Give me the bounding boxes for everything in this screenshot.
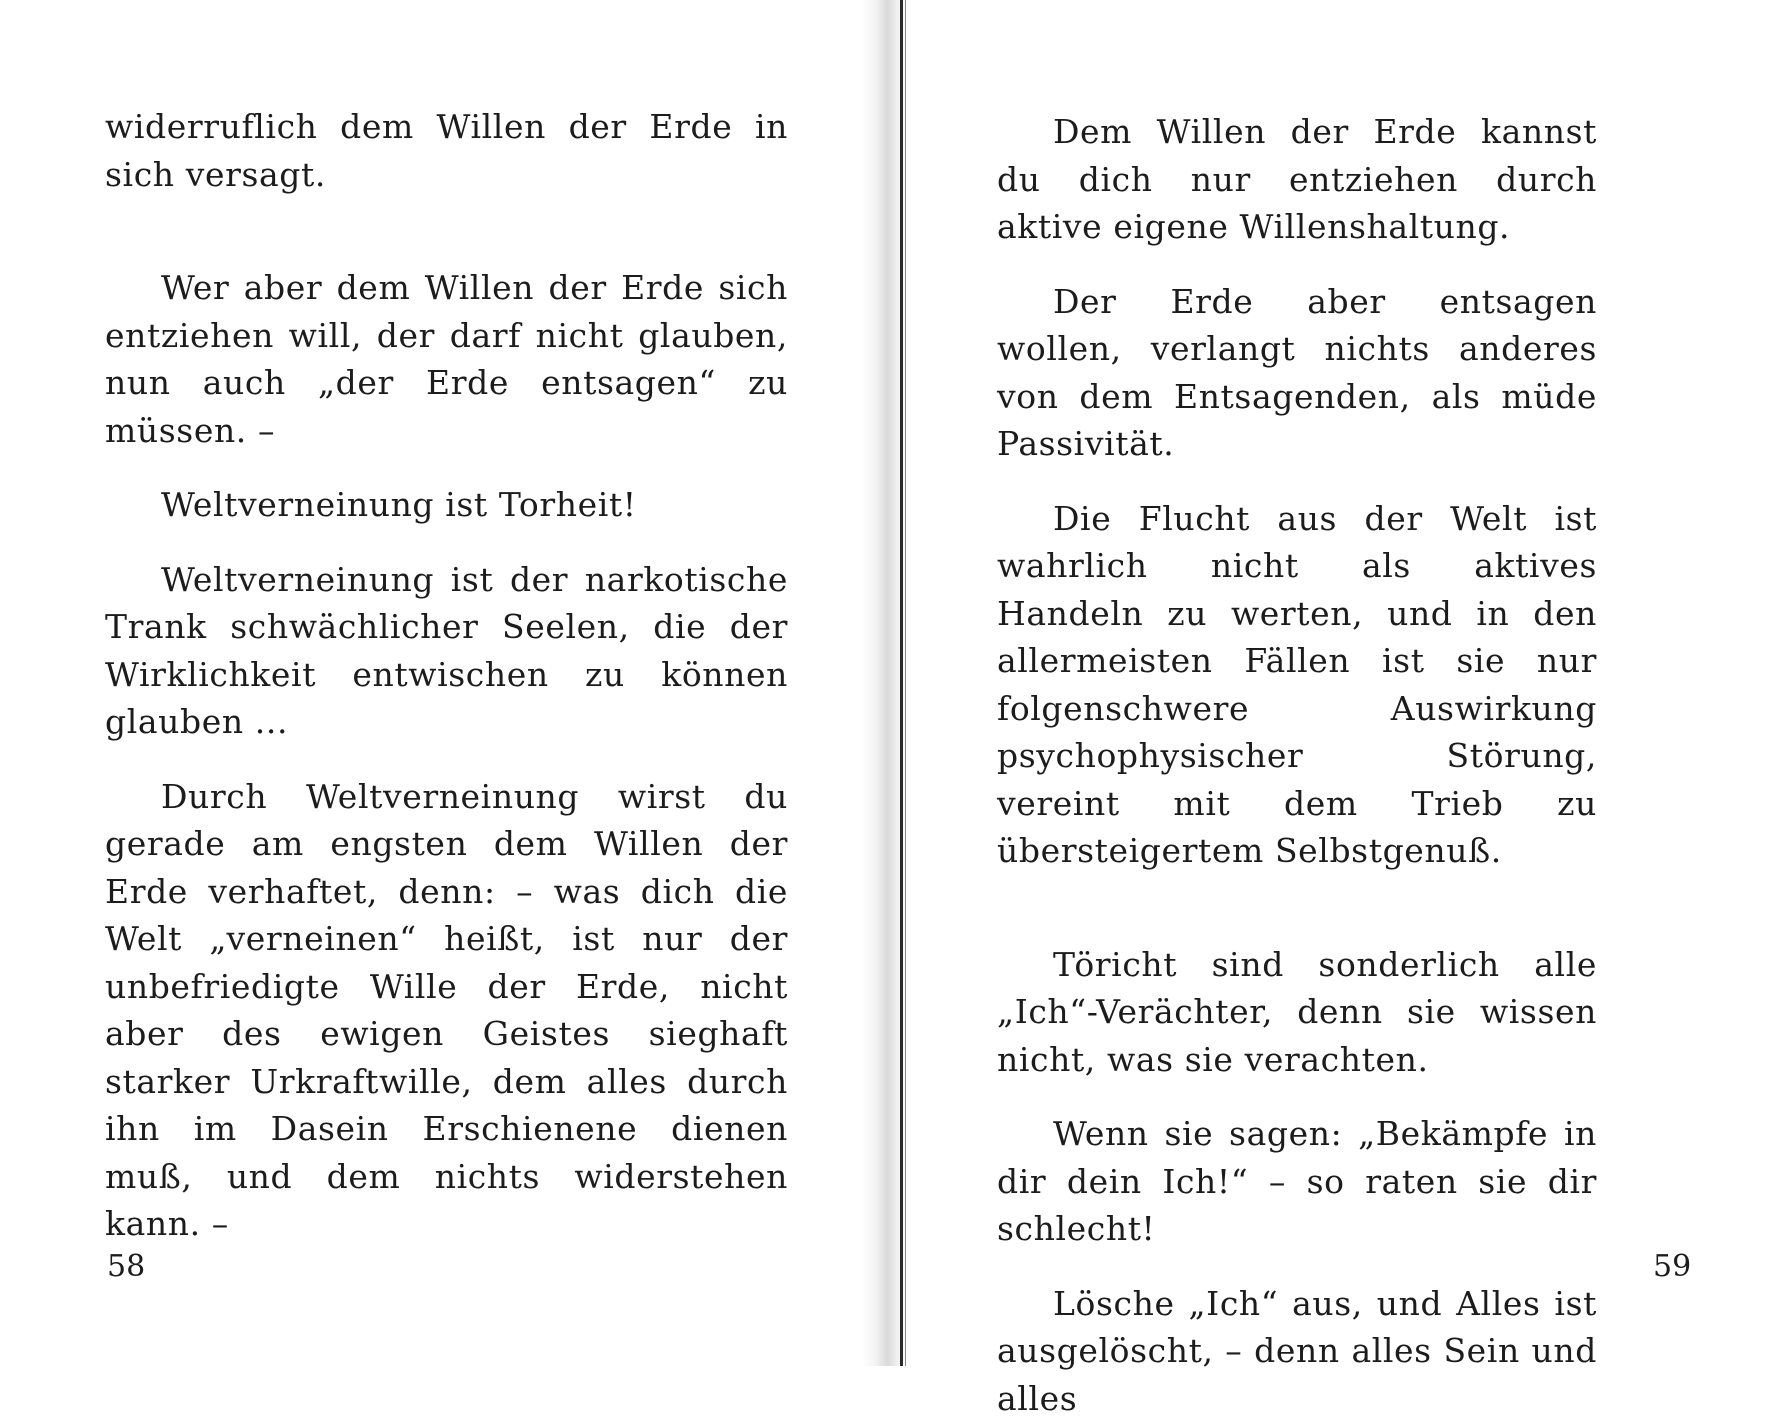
page-number: 59: [1653, 1249, 1691, 1284]
right-page: [910, 0, 1774, 1366]
paragraph: Töricht sind sonderlich alle „Ich“-Verächter, denn sie wissen nicht, was sie verachten.: [997, 941, 1597, 1084]
paragraph: Weltverneinung ist Torheit!: [105, 481, 788, 529]
page-number: 58: [107, 1249, 145, 1284]
paragraph: Weltverneinung ist der narkotische Trank schwächlicher Seelen, die der Wirklichkeit entwischen zu können glauben ...: [105, 556, 788, 746]
paragraph: Durch Weltverneinung wirst du gerade am engsten dem Willen der Erde verhaftet, denn: – was dich die Welt „verneinen“ heißt, ist nur der unbefriedigte Wille der Erde, nicht aber des ewigen Geistes sieghaft starker Urkraftwille, dem alles durch ihn im Dasein Erschienene dienen muß, und dem nichts widerstehen kann. –: [105, 773, 788, 1248]
right-page-text: [997, 108, 1597, 1422]
paragraph: Die Flucht aus der Welt ist wahrlich nicht als aktives Handeln zu werten, und in den allermeisten Fällen ist sie nur folgenschwere Auswirkung psychophysischer Störung, vereint mit dem Trieb zu übersteigertem Selbstgenuß.: [997, 495, 1597, 875]
gutter-shadow-line: [905, 0, 906, 1366]
left-page: [0, 0, 890, 1366]
paragraph: Der Erde aber entsagen wollen, verlangt nichts anderes von dem Entsagenden, als müde Passivität.: [997, 278, 1597, 468]
gutter-fold-line: [900, 0, 903, 1366]
paragraph: Wenn sie sagen: „Bekämpfe in dir dein Ich!“ – so raten sie dir schlecht!: [997, 1110, 1597, 1253]
paragraph: Wer aber dem Willen der Erde sich entziehen will, der darf nicht glauben, nun auch „der Erde entsagen“ zu müssen. –: [105, 264, 788, 454]
paragraph: Dem Willen der Erde kannst du dich nur entziehen durch aktive eigene Willenshaltung.: [997, 108, 1597, 251]
paragraph: widerruflich dem Willen der Erde in sich versagt.: [105, 103, 788, 198]
left-page-text: [105, 103, 788, 1248]
paragraph: Lösche „Ich“ aus, und Alles ist ausgelöscht, – denn alles Sein und alles: [997, 1280, 1597, 1422]
